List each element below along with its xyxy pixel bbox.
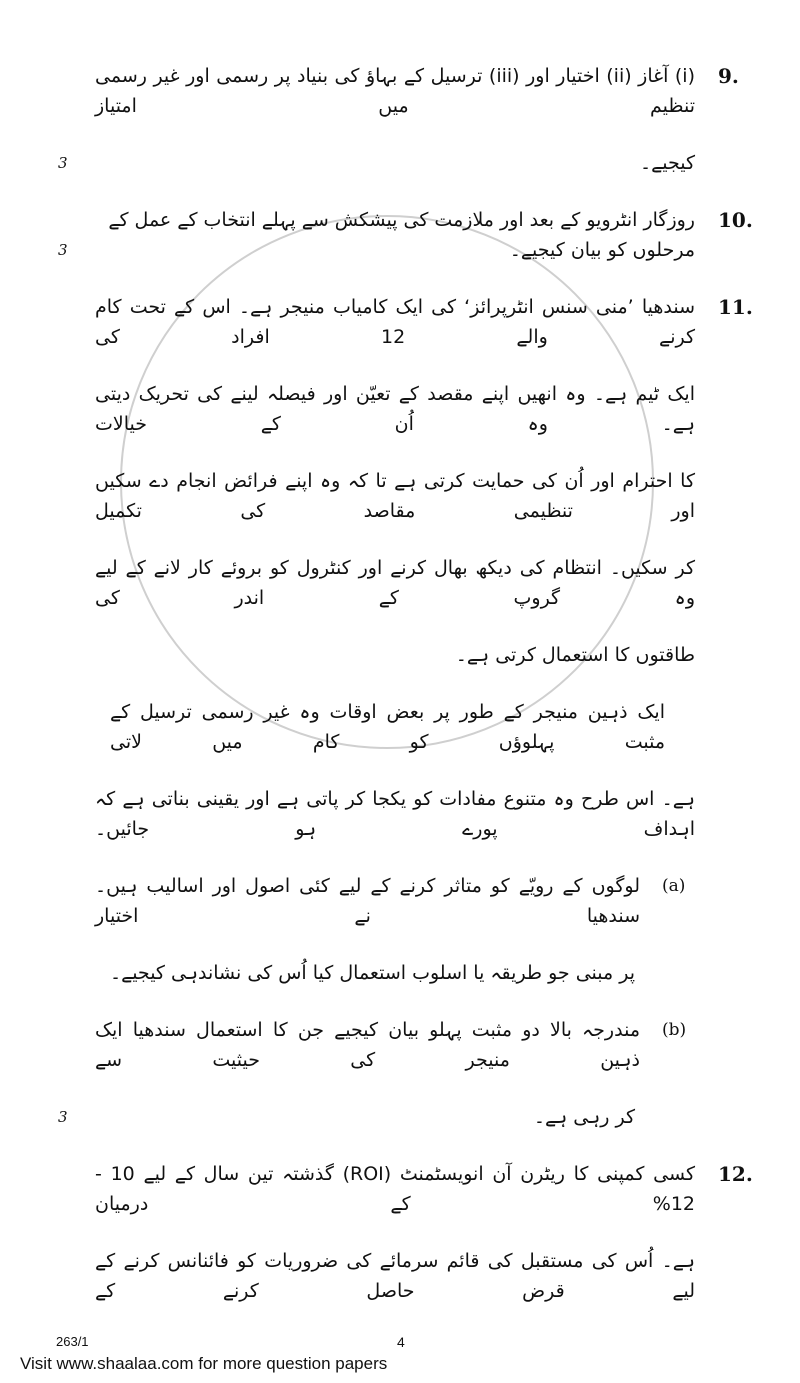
q12-line-2: ہے۔ اُس کی مستقبل کی قائم سرمائے کی ضروریات کو فائنانس کرنے کے لیے قرض حاصل کرنے کے	[95, 1250, 695, 1302]
q11-line-4: کر سکیں۔ انتظام کی دیکھ بھال کرنے اور کنٹرول کو بروئے کار لانے کے لیے وہ گروپ کے اندر کی	[95, 557, 695, 609]
question-number-9: 9.	[718, 64, 739, 88]
q9-line-2: کیجیے۔	[639, 152, 695, 174]
q11-part-a-row-1	[0, 871, 800, 931]
q11-part-a-line-1: لوگوں کے رویّے کو متاثر کرنے کے لیے کئی اصول اور اسالیب ہیں۔ سندھیا نے اختیار	[95, 875, 640, 927]
q11-row-7	[0, 784, 800, 844]
q10-row-1	[0, 205, 800, 265]
q11-part-b-line-1: مندرجہ بالا دو مثبت پہلو بیان کیجیے جن کا استعمال سندھیا ایک ذہین منیجر کی حیثیت سے	[95, 1019, 640, 1071]
q11-row-2	[0, 379, 800, 439]
q11-part-a-line-2: پر مبنی جو طریقہ یا اسلوب استعمال کیا اُس کی نشاندہی کیجیے۔	[109, 962, 635, 984]
q9-row-2	[0, 148, 800, 178]
visit-link[interactable]: Visit www.shaalaa.com for more question papers	[20, 1354, 388, 1373]
q11-row-5	[0, 640, 800, 670]
q11-row-4	[0, 553, 800, 613]
q9-marks: 3	[58, 154, 68, 172]
q12-row-1	[0, 1159, 800, 1219]
q11-marks: 3	[58, 1108, 68, 1126]
q11-line-5: طاقتوں کا استعمال کرتی ہے۔	[455, 644, 695, 666]
question-number-10: 10.	[718, 208, 753, 232]
q11-part-b-row-2	[0, 1102, 800, 1132]
q11-part-b-line-2: کر رہی ہے۔	[533, 1106, 635, 1128]
q11-line-1: سندھیا ’منی سنس انٹرپرائز‘ کی ایک کامیاب منیجر ہے۔ اس کے تحت کام کرنے والے 12 افراد کی	[95, 296, 696, 348]
page-footer	[0, 1333, 800, 1383]
q12-row-2	[0, 1246, 800, 1306]
q11-part-b-row-1	[0, 1015, 800, 1075]
q11-part-a-row-2	[0, 958, 800, 988]
q11-row-6	[0, 697, 800, 757]
q10-line-1: روزگار انٹرویو کے بعد اور ملازمت کی پیشکش سے پہلے انتخاب کے عمل کے مرحلوں کو بیان کیجیے۔	[108, 209, 695, 261]
page-number: 4	[397, 1334, 405, 1350]
q11-row-1	[0, 292, 800, 352]
footer-code-row	[0, 1333, 800, 1351]
q11-line-6: ایک ذہین منیجر کے طور پر بعض اوقات وہ غیر رسمی ترسیل کے مثبت پہلوؤں کو کام میں لاتی	[110, 701, 665, 753]
q11-line-7: ہے۔ اس طرح وہ متنوع مفادات کو یکجا کر پاتی ہے اور یقینی بناتی ہے کہ اہداف پورے ہو جائیں۔	[95, 788, 695, 840]
q11-row-3	[0, 466, 800, 526]
q9-row-1	[0, 61, 800, 121]
q10-marks: 3	[58, 241, 68, 259]
q9-line-1: (i) آغاز (ii) اختیار اور (iii) ترسیل کے بہاؤ کی بنیاد پر رسمی اور غیر رسمی تنظیم میں امتیاز	[95, 65, 695, 117]
question-number-11: 11.	[718, 295, 753, 319]
q11-part-a-label: (a)	[662, 876, 686, 896]
q11-line-3: کا احترام اور اُن کی حمایت کرتی ہے تا کہ وہ اپنے فرائض انجام دے سکیں اور تنظیمی مقاصد کی تکمیل	[95, 470, 695, 522]
paper-code: 263/1	[56, 1334, 89, 1349]
question-number-12: 12.	[718, 1162, 753, 1186]
q11-part-b-label: (b)	[662, 1020, 687, 1040]
q11-line-2: ایک ٹیم ہے۔ وہ انھیں اپنے مقصد کے تعیّن اور فیصلہ لینے کی تحریک دیتی ہے۔ وہ اُن کے خیالات	[95, 383, 695, 435]
q12-line-1: کسی کمپنی کا ریٹرن آن انویسٹمنٹ (ROI) گذشتہ تین سال کے لیے 10 - 12% کے درمیان	[95, 1163, 695, 1215]
